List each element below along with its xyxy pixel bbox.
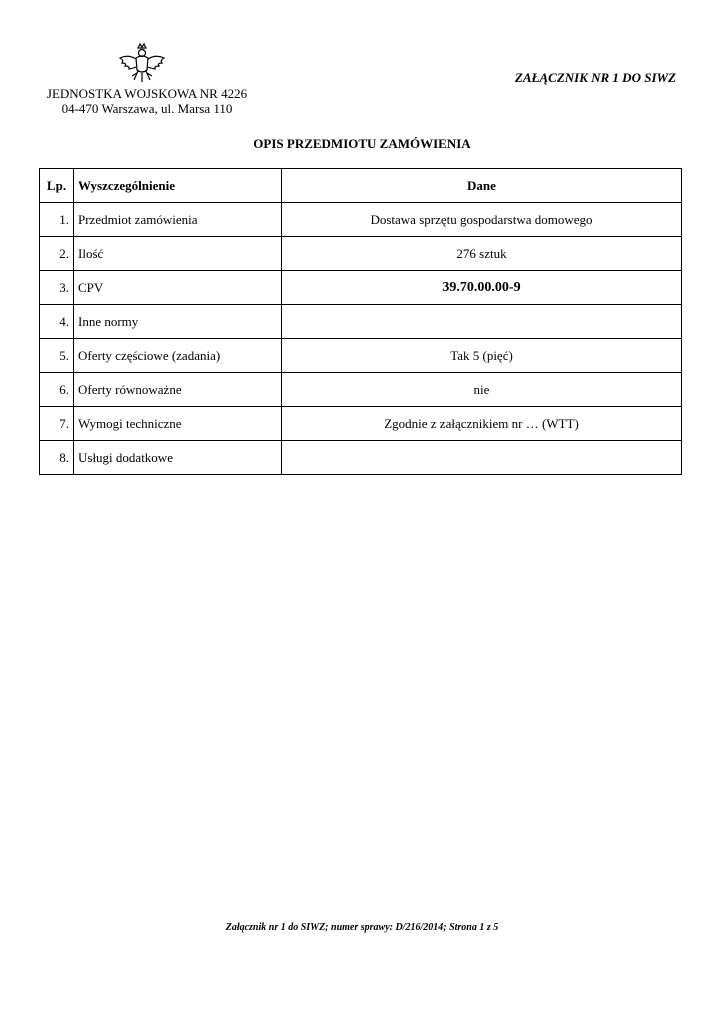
row-number: 5. — [40, 339, 74, 373]
row-value: Tak 5 (pięć) — [282, 339, 682, 373]
table-row — [40, 339, 682, 373]
table-row — [40, 305, 682, 339]
table-row — [40, 271, 682, 305]
organization-address — [40, 86, 254, 116]
table-row — [40, 203, 682, 237]
table-row — [40, 441, 682, 475]
column-header-lp: Lp. — [40, 169, 74, 203]
document-title: OPIS PRZEDMIOTU ZAMÓWIENIA — [253, 136, 471, 151]
row-label: Inne normy — [74, 305, 282, 339]
row-label: Przedmiot zamówienia — [74, 203, 282, 237]
row-number: 4. — [40, 305, 74, 339]
row-label: Oferty równoważne — [74, 373, 282, 407]
row-value — [282, 441, 682, 475]
row-number: 3. — [40, 271, 74, 305]
row-label: CPV — [74, 271, 282, 305]
row-value — [282, 305, 682, 339]
row-label: Ilość — [74, 237, 282, 271]
row-number: 1. — [40, 203, 74, 237]
table-row — [40, 407, 682, 441]
polish-eagle-emblem-icon — [116, 40, 168, 88]
specification-table — [39, 168, 682, 475]
row-label: Oferty częściowe (zadania) — [74, 339, 282, 373]
row-value: Dostawa sprzętu gospodarstwa domowego — [282, 203, 682, 237]
organization-street: 04-470 Warszawa, ul. Marsa 110 — [61, 101, 233, 116]
table-row — [40, 237, 682, 271]
table-row — [40, 373, 682, 407]
row-value: Zgodnie z załącznikiem nr … (WTT) — [282, 407, 682, 441]
row-number: 8. — [40, 441, 74, 475]
row-number: 2. — [40, 237, 74, 271]
column-header-data: Dane — [282, 169, 682, 203]
row-label: Usługi dodatkowe — [74, 441, 282, 475]
row-value-cpv-code: 39.70.00.00-9 — [282, 271, 682, 305]
column-header-item: Wyszczególnienie — [74, 169, 282, 203]
row-number: 6. — [40, 373, 74, 407]
table-header-row — [40, 169, 682, 203]
row-label: Wymogi techniczne — [74, 407, 282, 441]
organization-name: JEDNOSTKA WOJSKOWA NR 4226 — [46, 86, 248, 101]
row-number: 7. — [40, 407, 74, 441]
row-value: nie — [282, 373, 682, 407]
annex-label: ZAŁĄCZNIK NR 1 DO SIWZ — [514, 70, 676, 85]
page-footer: Załącznik nr 1 do SIWZ; numer sprawy: D/216/2014; Strona 1 z 5 — [225, 922, 499, 933]
row-value: 276 sztuk — [282, 237, 682, 271]
